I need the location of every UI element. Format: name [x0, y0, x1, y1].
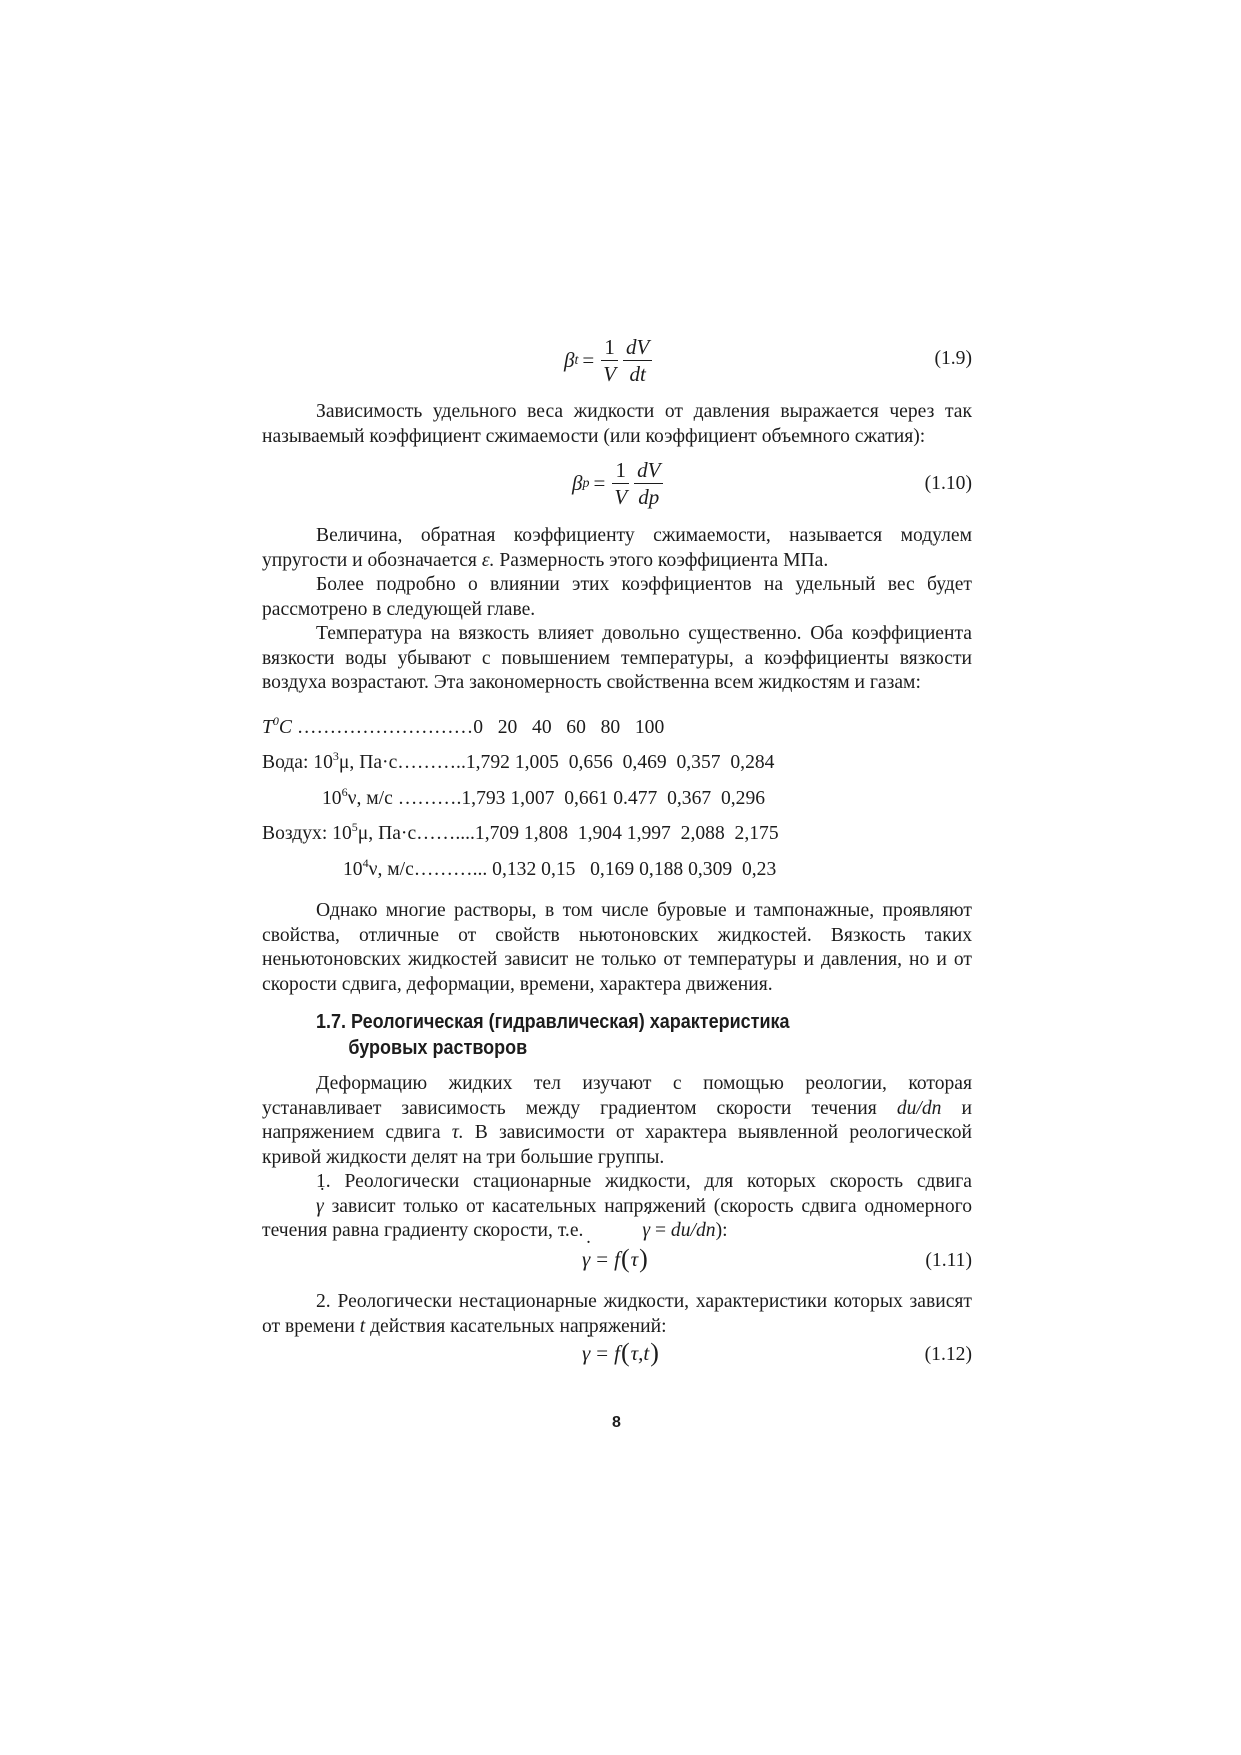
table-air-nu-row: $10^4\nu$, м/с………... 0,132 0,15 0,169 0,188 0,309 0,23	[343, 856, 777, 880]
eq-args: τ,t	[630, 1340, 650, 1365]
heading-line-2: буровых растворов	[348, 1037, 528, 1059]
equation-1-11: ˙ γ = f ( τ ) (1.11)	[262, 1244, 972, 1280]
page-number: 8	[612, 1414, 621, 1431]
section-heading	[316, 1009, 790, 1061]
eq-equals: =	[596, 1340, 609, 1365]
eq-lhs: ˙ γ	[582, 1341, 590, 1366]
paragraph: Однако многие растворы, в том числе буровые и тампонажные, проявляют свойства, отличные от свойств ньютоновских жидкостей. Вязкость таких неньютоновских жидкостей зависит не только от температуры и давления, но и от скорости сдвига, деформации, времени, характера движения.	[262, 900, 972, 995]
eq-lhs: β	[572, 471, 583, 495]
equation-number: (1.9)	[934, 348, 972, 369]
paragraph: Зависимость удельного веса жидкости от давления выражается через так называемый коэффициент сжимаемости (или коэффициент объемного сжатия):	[262, 401, 972, 447]
table-water-nu-row: $10^6\nu$, м/с ……….1,793 1,007 0,661 0.477 0,367 0,296	[322, 785, 766, 809]
paragraph-group	[262, 1072, 972, 1244]
eq-equals: =	[582, 348, 595, 372]
paragraph: Величина, обратная коэффициенту сжимаемости, называется модулем упругости и обозначается ε. Размерность этого коэффициента МПа.	[262, 525, 972, 571]
eq-lhs: β	[564, 348, 575, 372]
paragraph-group	[262, 524, 972, 696]
eq-function: f	[614, 1246, 620, 1271]
equation-number: (1.11)	[925, 1250, 972, 1271]
equation-1-12: ˙ γ = f ( τ,t ) (1.12)	[262, 1338, 972, 1374]
eq-lhs-sub: t	[574, 352, 579, 368]
equation-1-10	[262, 457, 972, 517]
table-air-mu-row: Воздух: $10^5\mu$, Па·с……....1,709 1,808 1,904 1,997 2,088 2,175	[262, 820, 779, 844]
eq-equals: =	[593, 471, 606, 495]
paragraph: 1. Реологически стационарные жидкости, для которых скорость сдвига ˙ γ зависит только от касательных напряжений (скорость сдвига одномерного течения равна градиенту скорости, т.е. ˙ γ = du/dn):	[262, 1170, 972, 1244]
eq-equals: =	[596, 1246, 609, 1271]
heading-line-1: 1.7. Реологическая (гидравлическая) характеристика	[316, 1011, 790, 1033]
fraction: $\frac{dV}{dp}$	[634, 457, 663, 510]
paragraph: Более подробно о влиянии этих коэффициентов на удельный вес будет рассмотрено в следующей главе.	[262, 574, 972, 620]
eq-lhs-sub: p	[582, 475, 590, 491]
equation-number: (1.12)	[924, 1344, 972, 1365]
table-temperature-row: $T^0C$ ………………………0 20 40 60 80 100	[262, 714, 665, 738]
paragraph: Деформацию жидких тел изучают с помощью реологии, которая устанавливает зависимость между градиентом скорости течения du/dn и напряжением сдвига τ. В зависимости от характера выявленной реологической кривой жидкости делят на три большие группы.	[262, 1073, 972, 1168]
eq-args: τ	[630, 1246, 639, 1271]
table-water-mu-row: Вода: $10^3\mu$, Па·с………..1,792 1,005 0,656 0,469 0,357 0,284	[262, 749, 775, 773]
eq-function: f	[614, 1340, 620, 1365]
equation-1-9	[262, 334, 972, 394]
equation-number: (1.10)	[924, 473, 972, 494]
paragraph: 2. Реологически нестационарные жидкости, характеристики которых зависят от времени t действия касательных напряжений:	[262, 1291, 972, 1337]
paragraph: Температура на вязкость влияет довольно существенно. Оба коэффициента вязкости воды убывают с повышением температуры, а коэффициенты вязкости воздуха возрастают. Эта закономерность свойственна всем жидкостям и газам:	[262, 623, 972, 693]
eq-lhs: ˙ γ	[582, 1247, 590, 1272]
fraction: $\frac{1}{V}$	[614, 458, 628, 509]
fraction: $\frac{1}{V}$	[603, 335, 617, 386]
fraction: $\frac{dV}{dt}$	[623, 334, 652, 387]
